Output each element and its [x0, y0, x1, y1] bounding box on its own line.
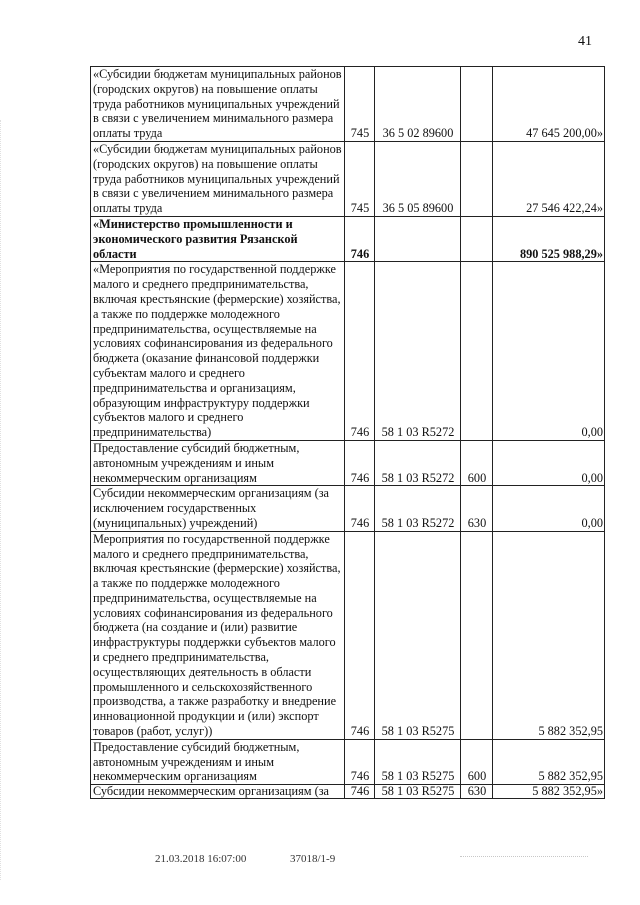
row-sum: 0,00 — [493, 486, 605, 531]
row-sum: 890 525 988,29» — [493, 216, 605, 261]
row-sum: 47 645 200,00» — [493, 67, 605, 142]
table-row — [91, 739, 605, 784]
row-name: «Субсидии бюджетам муниципальных районов (городских округов) на повышение оплаты труда работников муниципальных учреждений в связи с увеличением минимального размера оплаты труда — [91, 141, 345, 216]
table-row — [91, 141, 605, 216]
row-target-code: 58 1 03 R5275 — [375, 785, 461, 799]
row-sum: 5 882 352,95 — [493, 531, 605, 739]
footer-datetime: 21.03.2018 16:07:00 — [155, 853, 247, 865]
table-row — [91, 486, 605, 531]
row-sum: 0,00 — [493, 262, 605, 441]
row-name: «Субсидии бюджетам муниципальных районов (городских округов) на повышение оплаты труда работников муниципальных учреждений в связи с увеличением минимального размера оплаты труда — [91, 67, 345, 142]
row-target-code: 58 1 03 R5272 — [375, 440, 461, 485]
scan-edge-mark — [0, 120, 3, 880]
budget-table — [90, 66, 605, 799]
row-name: Субсидии некоммерческим организациям (за — [91, 785, 345, 799]
footer-doc-code: 37018/1-9 — [290, 853, 336, 865]
row-expense-type: 600 — [461, 739, 493, 784]
row-gov-code: 746 — [345, 216, 375, 261]
row-expense-type: 630 — [461, 785, 493, 799]
row-gov-code: 746 — [345, 785, 375, 799]
row-target-code — [375, 216, 461, 261]
row-expense-type — [461, 262, 493, 441]
table-row — [91, 67, 605, 142]
row-name: Предоставление субсидий бюджетным, автономным учреждениям и иным некоммерческим организациям — [91, 440, 345, 485]
row-gov-code: 746 — [345, 440, 375, 485]
row-expense-type: 600 — [461, 440, 493, 485]
row-sum: 27 546 422,24» — [493, 141, 605, 216]
row-target-code: 58 1 03 R5272 — [375, 486, 461, 531]
row-gov-code: 746 — [345, 739, 375, 784]
row-target-code: 58 1 03 R5275 — [375, 739, 461, 784]
row-sum: 0,00 — [493, 440, 605, 485]
scan-speckle — [460, 856, 588, 863]
row-gov-code: 746 — [345, 531, 375, 739]
row-name: «Министерство промышленности и экономического развития Рязанской области — [91, 216, 345, 261]
table-row-truncated — [91, 785, 605, 799]
row-name: Субсидии некоммерческим организациям (за исключением государственных (муниципальных) учреждений) — [91, 486, 345, 531]
row-expense-type: 630 — [461, 486, 493, 531]
row-target-code: 36 5 02 89600 — [375, 67, 461, 142]
row-gov-code: 746 — [345, 486, 375, 531]
row-target-code: 58 1 03 R5275 — [375, 531, 461, 739]
row-gov-code: 746 — [345, 262, 375, 441]
row-target-code: 36 5 05 89600 — [375, 141, 461, 216]
row-expense-type — [461, 531, 493, 739]
row-name: «Мероприятия по государственной поддержке малого и среднего предпринимательства, включая крестьянские (фермерские) хозяйства, а также по поддержке молодежного предпринимательства, осуществляемые на условиях софинансирования из федерального бюджета (оказание финансовой поддержки субъектам малого и среднего предпринимательства и организациям, образующим инфраструктуру поддержки субъектов малого и среднего предпринимательства) — [91, 262, 345, 441]
table-row — [91, 262, 605, 441]
page-number: 41 — [578, 34, 592, 49]
row-target-code: 58 1 03 R5272 — [375, 262, 461, 441]
table-row — [91, 531, 605, 739]
row-gov-code: 745 — [345, 141, 375, 216]
row-sum: 5 882 352,95» — [493, 785, 605, 799]
row-gov-code: 745 — [345, 67, 375, 142]
row-expense-type — [461, 67, 493, 142]
row-name: Предоставление субсидий бюджетным, автономным учреждениям и иным некоммерческим организациям — [91, 739, 345, 784]
row-name: Мероприятия по государственной поддержке малого и среднего предпринимательства, включая крестьянские (фермерские) хозяйства, а также по поддержке молодежного предпринимательства, осуществляемые на условиях софинансирования из федерального бюджета (на создание и (или) развитие инфраструктуры поддержки субъектов малого и среднего предпринимательства, осуществляющих деятельность в области промышленного и сельскохозяйственного производства, а также разработку и внедрение инновационной продукции и (или) экспорт товаров (работ, услуг)) — [91, 531, 345, 739]
row-expense-type — [461, 141, 493, 216]
row-sum: 5 882 352,95 — [493, 739, 605, 784]
table-row-ministry — [91, 216, 605, 261]
table-row — [91, 440, 605, 485]
row-expense-type — [461, 216, 493, 261]
